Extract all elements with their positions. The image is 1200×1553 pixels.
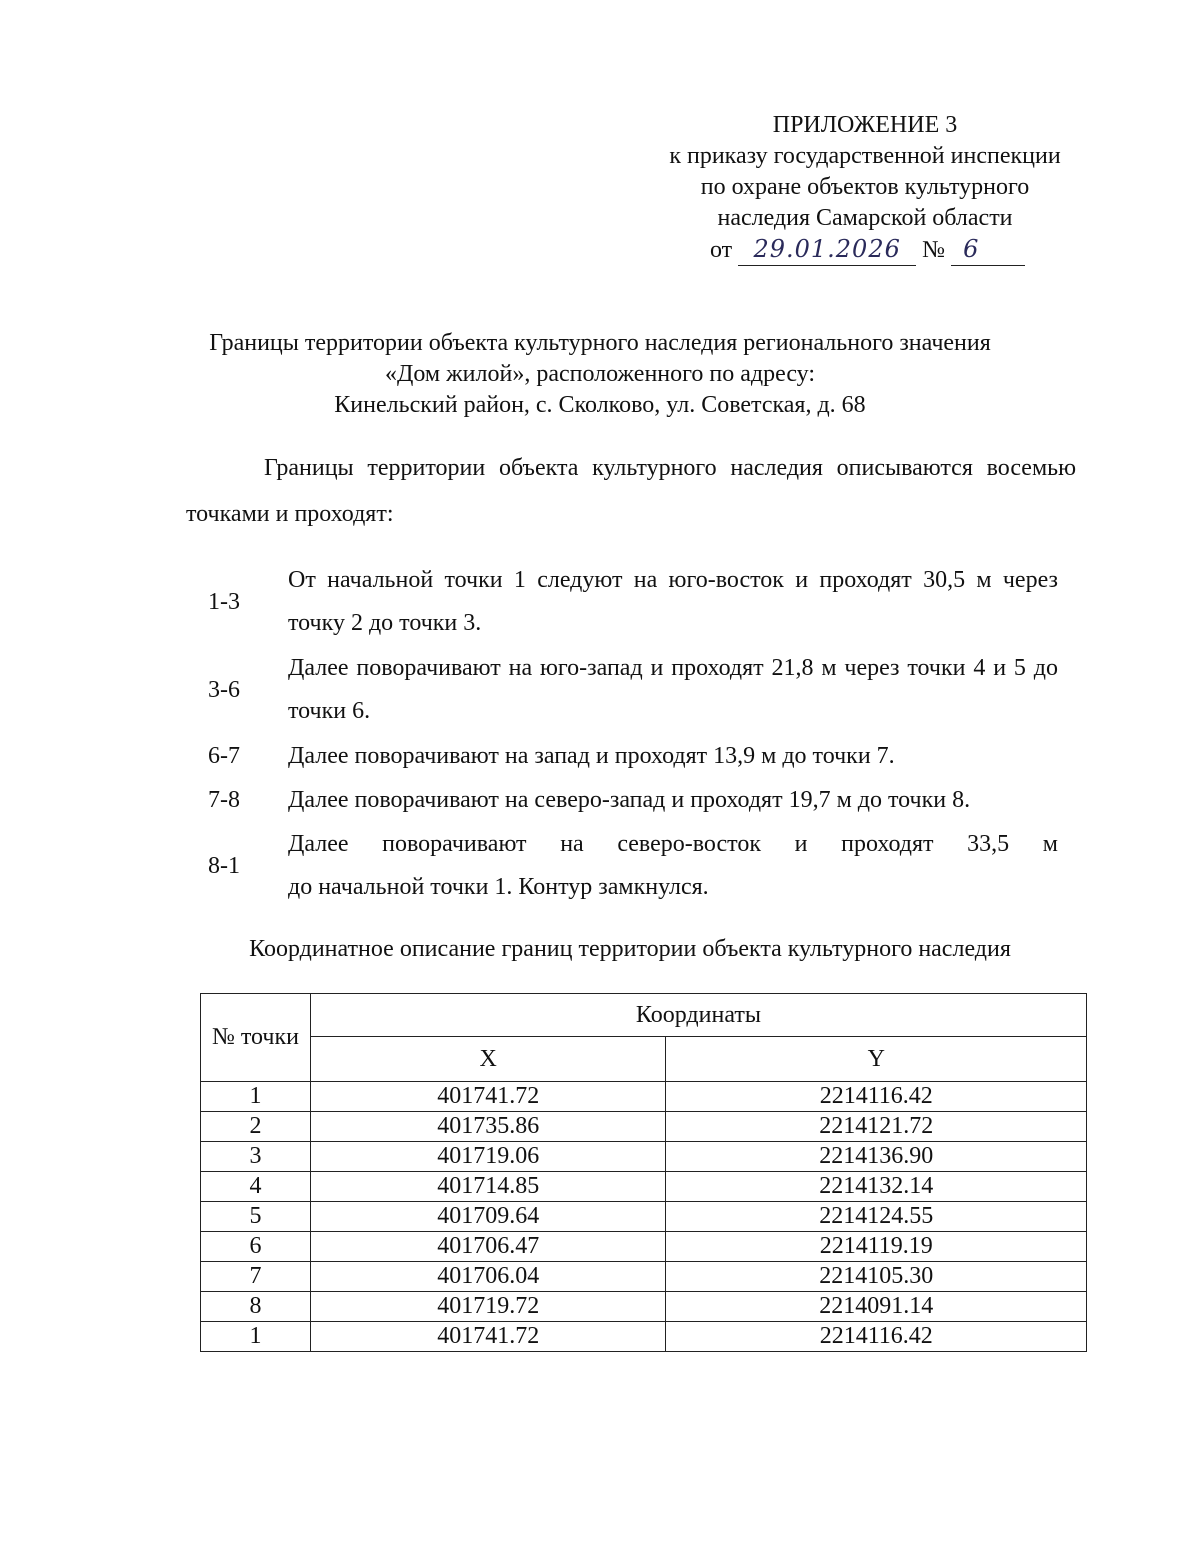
cell-x: 401706.04 [310,1262,666,1292]
segment-text-line-1: Далее поворачивают на северо-восток и проходят 33,5 м [288,831,1058,857]
table-row [201,1262,1087,1292]
segment-text: Далее поворачивают на северо-запад и проходят 19,7 м до точки 8. [288,786,971,813]
title-line-2: «Дом жилой», расположенного по адресу: [384,361,816,387]
appendix-line-3: наследия Самарской области [717,205,1013,231]
segment-label: 8-1 [208,852,240,879]
cell-point: 5 [201,1202,311,1232]
boundary-segments [208,558,1058,910]
segment-item [208,734,1058,778]
header-y: Y [666,1037,1087,1082]
segment-text: Далее поворачивают на юго-запад и проходят 21,8 м через точки 4 и 5 до точки 6. [288,655,1058,724]
table-row [201,1322,1087,1352]
segment-label: 1-3 [208,588,240,615]
header-coordinates: Координаты [310,994,1086,1037]
table-row [201,1202,1087,1232]
order-date-number [640,234,1090,266]
cell-y: 2214136.90 [666,1142,1087,1172]
cell-x: 401709.64 [310,1202,666,1232]
cell-y: 2214124.55 [666,1202,1087,1232]
document-title [120,328,1080,421]
segment-item [208,778,1058,822]
appendix-title: ПРИЛОЖЕНИЕ 3 [772,112,958,138]
cell-point: 1 [201,1322,311,1352]
cell-point: 8 [201,1292,311,1322]
table-row [201,1082,1087,1112]
appendix-line-2: по охране объектов культурного [700,174,1030,200]
cell-x: 401719.06 [310,1142,666,1172]
segment-text: Далее поворачивают на запад и проходят 13,9 м до точки 7. [288,742,895,769]
table-row [201,1112,1087,1142]
segment-item [208,822,1058,910]
segment-label: 7-8 [208,786,240,813]
cell-x: 401741.72 [310,1082,666,1112]
cell-y: 2214132.14 [666,1172,1087,1202]
cell-x: 401714.85 [310,1172,666,1202]
appendix-header [640,110,1090,266]
title-line-3: Кинельский район, с. Сколково, ул. Советская, д. 68 [334,392,866,418]
cell-x: 401735.86 [310,1112,666,1142]
header-x: X [310,1037,666,1082]
cell-y: 2214116.42 [666,1082,1087,1112]
intro-paragraph: Границы территории объекта культурного наследия описываются восемью точками и проходят: [186,455,1076,527]
date-prefix: от [710,237,733,263]
segment-item [208,558,1058,646]
coordinates-table [200,993,1087,1352]
table-row [201,1172,1087,1202]
cell-y: 2214116.42 [666,1322,1087,1352]
segment-text-line-2: до начальной точки 1. Контур замкнулся. [288,874,709,900]
handwritten-date: 29.01.2026 [738,234,916,266]
table-row [201,1232,1087,1262]
table-caption: Координатное описание границ территории объекта культурного наследия [249,936,1011,962]
cell-y: 2214091.14 [666,1292,1087,1322]
cell-point: 4 [201,1172,311,1202]
cell-point: 7 [201,1262,311,1292]
segment-item [208,646,1058,734]
segment-label: 3-6 [208,676,240,703]
segment-label: 6-7 [208,742,240,769]
cell-point: 6 [201,1232,311,1262]
cell-x: 401706.47 [310,1232,666,1262]
table-row [201,1142,1087,1172]
handwritten-number: 6 [951,234,1025,266]
cell-point: 1 [201,1082,311,1112]
cell-point: 3 [201,1142,311,1172]
cell-x: 401719.72 [310,1292,666,1322]
segment-text [288,823,1058,909]
cell-x: 401741.72 [310,1322,666,1352]
header-point-number: № точки [201,994,311,1082]
cell-y: 2214119.19 [666,1232,1087,1262]
cell-y: 2214105.30 [666,1262,1087,1292]
appendix-line-1: к приказу государственной инспекции [669,143,1061,169]
title-line-1: Границы территории объекта культурного наследия регионального значения [209,330,991,356]
segment-text: От начальной точки 1 следуют на юго-восток и проходят 30,5 м через точку 2 до точки 3. [288,567,1058,636]
cell-y: 2214121.72 [666,1112,1087,1142]
cell-point: 2 [201,1112,311,1142]
table-row [201,1292,1087,1322]
number-prefix: № [922,237,946,263]
